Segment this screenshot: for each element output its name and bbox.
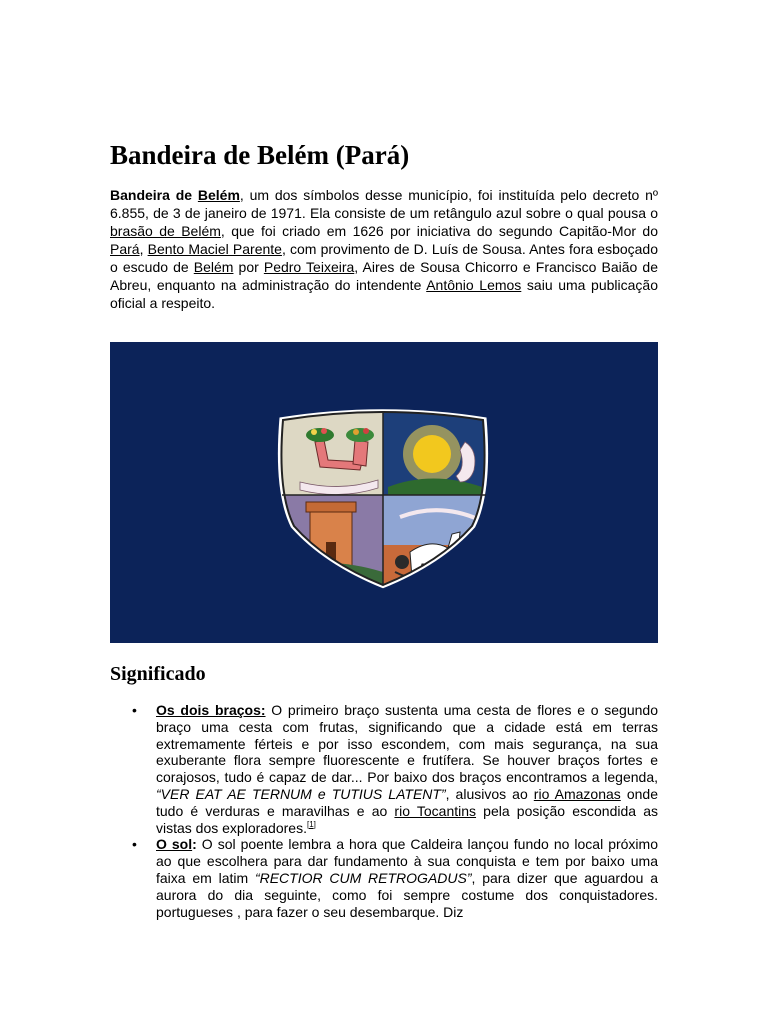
intro-text-1: , um dos símbolos desse município, foi instituída pelo decreto nº 6.855, de 3 de janeiro de 1971. Ela consiste de um retângulo azul sobre o qual pousa o bbox=[110, 187, 658, 221]
term-colon: : bbox=[192, 836, 197, 853]
item-text: O sol poente lembra a hora que Caldeira lançou fundo no local próximo ao que escolhera para dar fundamento à sua conquista e tem por baixo uma faixa em latim bbox=[156, 836, 658, 886]
item-text: , para dizer que aguardou a aurora do dia seguinte, como foi sempre costume dos conquistadores. portugueses , para fazer o seu desembarque. Diz bbox=[156, 869, 659, 920]
meaning-list bbox=[156, 702, 658, 920]
link-brasao-de-belem[interactable]: brasão de Belém bbox=[110, 223, 221, 239]
link-rio-tocantins[interactable]: rio Tocantins bbox=[394, 802, 477, 819]
intro-text-2: , que foi criado em 1626 por iniciativa do segundo Capitão-Mor do bbox=[220, 223, 658, 239]
intro-text-5: por bbox=[233, 259, 264, 275]
intro-text-7: saiu uma publicação oficial a respeito. bbox=[110, 277, 658, 311]
intro-lead: Bandeira de bbox=[110, 187, 198, 203]
reference-link[interactable]: [1] bbox=[306, 819, 316, 829]
link-pedro-teixeira[interactable]: Pedro Teixeira bbox=[263, 259, 355, 275]
link-rio-amazonas[interactable]: rio Amazonas bbox=[533, 785, 621, 802]
intro-text-3: , bbox=[139, 241, 148, 257]
intro-paragraph bbox=[110, 186, 658, 312]
list-item bbox=[156, 702, 658, 836]
link-belem-2[interactable]: Belém bbox=[193, 259, 234, 275]
item-text: O primeiro braço sustenta uma cesta de flores e o segundo braço uma cesta com frutas, significando que a cidade está em terras extremamente férteis e por isso escondem, com mais segurança, na sua exuberante flora sempre fluorescente e frutífera. Se houver braços fortes e corajosos, tudo é capaz de dar... Por baixo dos braços encontramos a legenda, bbox=[156, 702, 658, 786]
link-para[interactable]: Pará bbox=[110, 241, 140, 257]
section-heading-significado: Significado bbox=[110, 663, 206, 685]
term-os-dois-bracos[interactable]: Os dois braços: bbox=[156, 702, 266, 718]
item-text: onde tudo é verduras e maravilhas e ao bbox=[156, 785, 658, 819]
flag-image bbox=[110, 342, 658, 643]
page-title: Bandeira de Belém (Pará) bbox=[110, 140, 410, 170]
item-quote: “RECTIOR CUM RETROGADUS” bbox=[254, 869, 472, 886]
item-quote: “VER EAT AE TERNUM e TUTIUS LATENT” bbox=[156, 785, 446, 802]
list-item bbox=[156, 836, 658, 920]
item-text: pela posição escondida as vistas dos exploradores. bbox=[156, 802, 658, 836]
term-o-sol[interactable]: O sol bbox=[156, 836, 193, 853]
intro-text-6: , Aires de Sousa Chicorro e Francisco Baião de Abreu, enquanto na administração do intendente bbox=[110, 259, 659, 293]
link-antonio-lemos[interactable]: Antônio Lemos bbox=[426, 277, 522, 293]
link-bento-maciel-parente[interactable]: Bento Maciel Parente bbox=[147, 241, 282, 257]
item-text: , alusivos ao bbox=[445, 785, 534, 802]
intro-text-4: , com provimento de D. Luís de Sousa. Antes fora esboçado o escudo de bbox=[110, 241, 658, 275]
link-belem[interactable]: Belém bbox=[197, 187, 240, 203]
